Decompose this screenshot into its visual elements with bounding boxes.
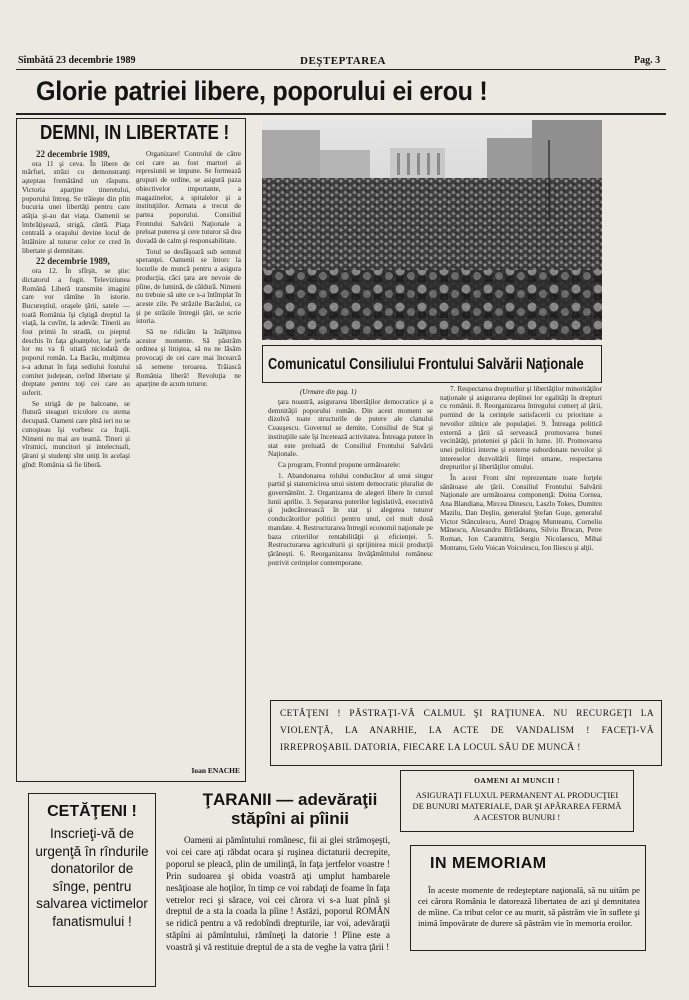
blood-donors-text: Inscrieţi-vă de urgenţă în rîndurile donatorilor de sînge, pentru salvarea victimelor fanatismului ! — [35, 826, 149, 929]
communique-paragraph: Ca program, Frontul propune următoarele: — [278, 460, 401, 469]
communique-paragraph: 7. Respectarea drepturilor şi libertăţilor minorităţilor naţionale şi asigurarea deplinei lor egalităţi în drepturi cu românii. 8. Reorganizarea întregului comerţ al ţării, pornind de la cerinţele satisfacerii cu prioritate a nevoilor zilnice ale populaţiei. 9. Întreaga politică externă a ţării să servească promovarea bunei vecinătăţi, prieteniei şi păcii în lume. 10. Promovarea unei politici interne şi externe subordonate nevoilor şi intereselor dezvoltării fiinţei umane, respectarea drepturilor şi libertăţilor omului. — [440, 385, 602, 472]
article-demni-col2 — [136, 150, 241, 762]
communique-col2 — [440, 385, 602, 698]
article-paragraph: Se strigă de pe balcoane, se flutură steaguri tricolore cu stema decupată. Oameni care pînă ieri nu se cunoşteau îşi vorbesc ca fraţii. Nimeni nu mai are teamă. Tineri şi vîrstnici, muncitori şi intelectuali, ţărani şi studenţi sînt uniţi în acelaşi gînd: România să fie liberă. — [22, 399, 130, 469]
memoriam-title: IN MEMORIAM — [430, 855, 547, 872]
article-paragraph: Organizare! Controlul de către cei care au fost martori ai represiunii se impune. Se formează grupuri de ordine, se asigură paza obiectivelor importante, a magazinelor, a spitalelor şi a instituţiilor. Armata a trecut de partea poporului. Consiliul Frontului Salvării Naţionale a preluat puterea şi cere tuturor să dea dovadă de calm şi responsabilitate. — [136, 150, 241, 246]
appeal-text: CETĂŢENI ! PĂSTRAŢI-VĂ CALMUL ŞI RAŢIUNEA. NU RECURGEŢI LA VIOLENŢĂ, LA ANARHIE, LA ACTE DE VANDALISM ! FACEŢI-VĂ IRREPROŞABIL DATORIA, FIECARE LA LOCUL SĂU DE MUNCĂ ! — [280, 709, 654, 753]
article-paragraph: ora 11 şi ceva. În libere de mărfuri, străzi cu demonstranţi aşteptau fremătând un răspuns. Victoria aparţine tineretului, poporului întreg. Se trăieşte din plin bucuria unei libertăţi pentru care atâţia şi-au dat viaţa. Oamenii se îmbrăţişează, strigă, cântă. Piaţa centrală a oraşului devine locul de întâlnire al tuturor celor ce cred în libertate şi demnitate. — [22, 159, 130, 255]
issue-date: Sîmbătă 23 decembrie 1989 — [18, 55, 136, 66]
masthead-rule — [16, 69, 666, 70]
peasants-title: ŢARANII — adevăraţii stăpîni ai pîinii — [202, 790, 378, 828]
blood-donors-title: CETĂŢENI ! — [47, 803, 137, 820]
article-paragraph: ora 12. În sfîrşit, se ştie: dictatorul a fugit. Televiziunea Română Liberă transmite imagini care vor rămîne în istorie. Bucureştiul, oraşele ţării, satele — toată România îşi cîştigă dreptul la viaţă, la cuvînt, la adevăr. Tinerii au fost primii în stradă, cu pieptul deschis în faţa gloanţelor, iar jertfa lor nu va fi uitată niciodată de poporul român. La Bacău, mulţimea s-a adunat în faţa sediului fostului comitet judeţean, cerînd libertate şi dreptate pentru toţi cei care au suferit. — [22, 267, 130, 397]
workers-text: ASIGURAŢI FLUXUL PERMANENT AL PRODUCŢIEI DE BUNURI MATERIALE, DAR ŞI APĂRAREA FERMĂ A ACESTOR BUNURI ! — [412, 790, 622, 822]
crowd-photo-image — [262, 120, 602, 340]
page-number: Pag. 3 — [634, 55, 661, 66]
article-demni-title: DEMNI, IN LIBERTATE ! — [40, 122, 230, 144]
peasants-text: Oameni ai pămîntului românesc, fii ai glei strămoşeşti, voi cei care aţi răbdat ocara şi ruşinea dictaturii decrepite, poporul se pleacă, plin de umilinţă, în faţa jertfelor voastre ! Prin sudoarea şi obida voastră aţi umplut hambarele nesăţioase ale hoţilor, în timp ce voi rabdaţi de foame în faţa vetrelor reci şi sărace, voi cei cărora vi s-a luat pînă şi dreptul de a sta la coada la pîine ! Astăzi, poporul ROMÂN se ridică pentru a vă redobîndi drepturile, iar voi, adevăraţii stăpîni ai pămîntului, rămîneţi la datorie ! Pîine este a voastră şi vă restituie dreptul de a sta de veghe la vatra ţării ! — [166, 835, 390, 953]
article-paragraph: Să ne ridicăm la înălţimea acestor momente. Să păstrăm ordinea şi liniştea, să nu ne lăsăm provocaţi de cei care mai încearcă să semene teroarea. Trăiască România liberă! Revoluţia ne aparţine de acum tuturor. — [136, 328, 241, 389]
communique-paragraph: În acest Front sînt reprezentate toate forţele sănătoase ale ţării. Consiliul Frontului Salvării Naţionale are următoarea componenţă: Doina Cornea, Ana Blandiana, Mircea Dinescu, Laszlo Tokes, Dumitru Mazilu, Dan Deşliu, generalul Ştefan Guşe, generalul Victor Stănculescu, Aurel Dragoş Munteanu, Corneliu Mănescu, Alexandru Bîrlădeanu, Silviu Brucan, Petre Roman, Ion Caramitru, Sergiu Nicolaescu, Mihai Montanu, Gelu Voican Voiculescu, Ion Iliescu şi alţii. — [440, 474, 602, 552]
communique-paragraph: ţara noastră, asigurarea libertăţilor democratice şi a demnităţii poporului român. Din acest moment se dizolvă toate structurile de putere ale clanului Ceauşescu. Guvernul se demite, Consiliul de Stat şi instituţiile sale îşi încetează activitatea. Întreaga putere în stat este preluată de Consiliul Frontului Salvării Naţionale. — [268, 398, 433, 459]
communique-col1 — [268, 398, 433, 698]
memoriam-text: În aceste momente de redeşteptare naţională, să nu uităm pe cei cărora România le datorează libertatea de azi şi demnitatea de mîine. Ca tribut celor ce au murit, să păstrăm vie în suflete şi inimă împovărate de durere să păstrăm vie în memoria eroilor. — [418, 885, 640, 928]
crowd-photo — [262, 120, 602, 340]
article-paragraph: Totul se desfăşoară sub semnul speranţei. Oamenii se întorc la locurile de muncă pentru a asigura producţia, căci ţara are nevoie de pîine, de lumină, de căldură. Nimeni nu trebuie să uite ce s-a întîmplat în aceste zile. Pe străzile Bacăului, ca şi pe străzile întregii ţări, se scrie istoria. — [136, 247, 241, 326]
article-date-2: 22 decembrie 1989, — [36, 256, 110, 267]
article-demni-col1 — [22, 150, 130, 772]
article-signature: Ioan ENACHE — [191, 766, 240, 775]
newspaper-name: DEŞTEPTAREA — [300, 55, 386, 67]
workers-title: OAMENI AI MUNCII ! — [474, 776, 560, 785]
communique-subtitle: (Urmare din pag. 1) — [300, 388, 357, 396]
headline-rule — [16, 113, 666, 115]
communique-paragraph: 1. Abandonarea rolului conducător al unui singur partid şi statornicirea unui sistem democratic pluralist de guvernămînt. 2. Organizarea de alegeri libere în cursul lunii aprilie. 3. Separarea puterilor legislativă, executivă şi judecătorească în stat şi alegerea tuturor conducătorilor politici pentru unul, cel mult două mandate. 4. Restructurarea întregii economii naţionale pe baza criteriilor rentabilităţii şi eficienţei. 5. Restructurarea agriculturii şi sprijinirea micii producţii ţărăneşti. 6. Reorganizarea învăţămîntului românesc potrivit cerinţelor contemporane. — [268, 471, 433, 567]
communique-title: Comunicatul Consiliului Frontului Salvării Naţionale — [268, 356, 584, 373]
article-date-1: 22 decembrie 1989, — [36, 150, 110, 159]
main-headline: Glorie patriei libere, poporului ei erou ! — [36, 76, 488, 106]
